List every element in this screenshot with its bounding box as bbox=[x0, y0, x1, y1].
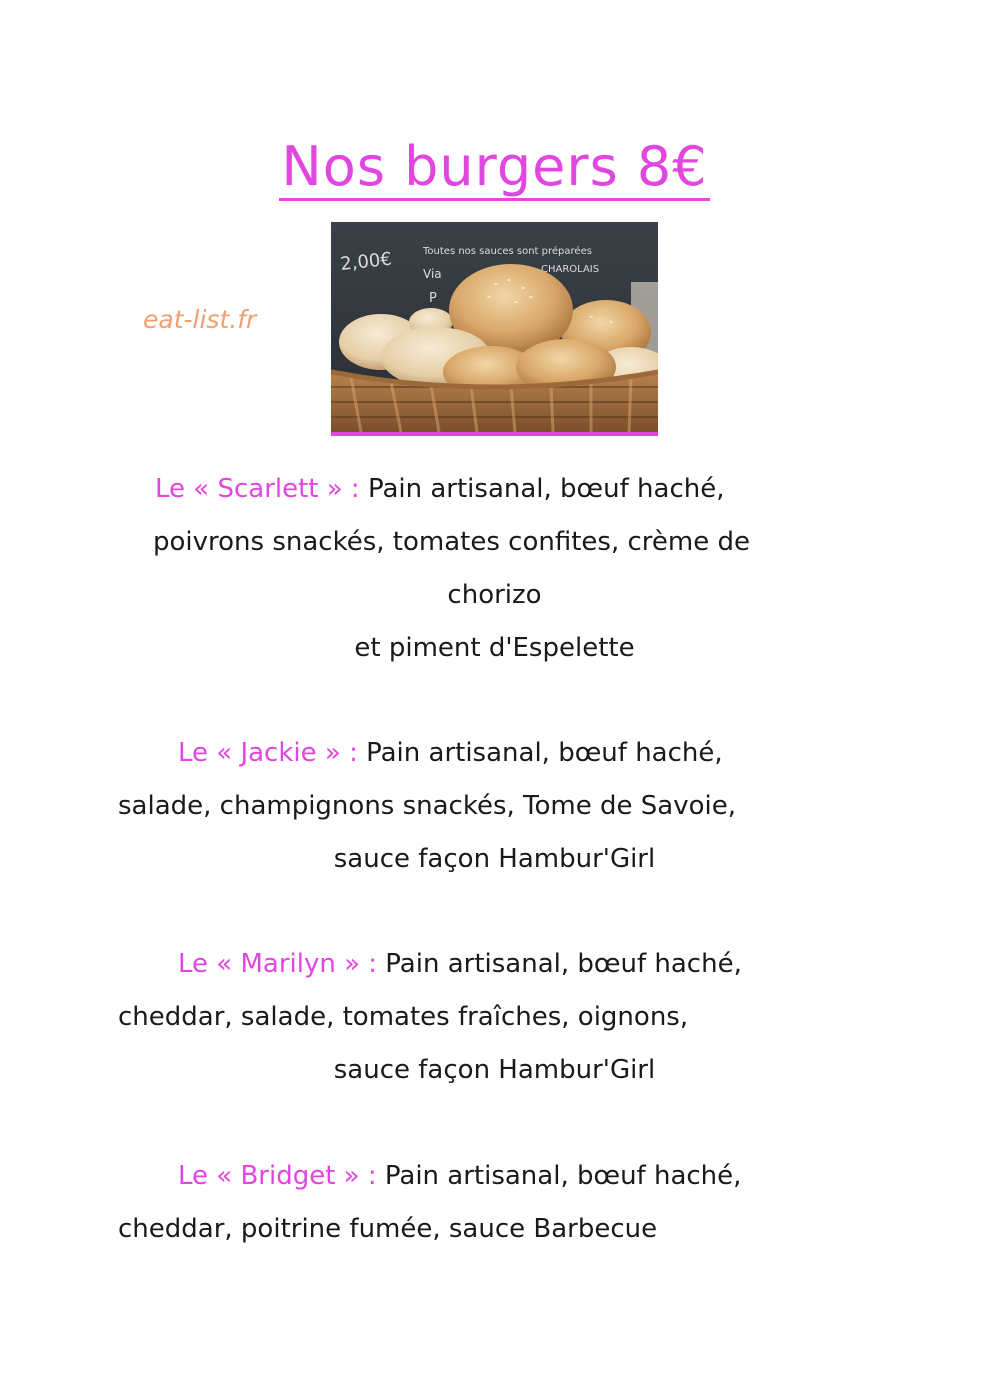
page-title bbox=[0, 135, 989, 201]
burger-item-marilyn bbox=[0, 938, 989, 1097]
chalkboard-line-4: P bbox=[429, 291, 437, 306]
burger-item-scarlett bbox=[0, 463, 989, 675]
burger-description-line: salade, champignons snackés, Tome de Savoie, bbox=[118, 791, 736, 821]
burger-name: Le « Jackie » : bbox=[178, 738, 358, 768]
burger-description-line: cheddar, salade, tomates fraîches, oignons, bbox=[118, 1002, 689, 1032]
burger-description-line: poivrons snackés, tomates confites, crème de bbox=[153, 527, 750, 557]
burger-name: Le « Scarlett » : bbox=[155, 474, 360, 504]
burger-description-line: chorizo bbox=[447, 580, 542, 610]
burger-item-line bbox=[0, 1150, 989, 1203]
chalkboard-price: 2,00€ bbox=[339, 248, 393, 275]
burger-description-line: sauce façon Hambur'Girl bbox=[333, 844, 656, 874]
burger-item-line bbox=[0, 938, 989, 991]
burger-description: Pain artisanal, bœuf haché, bbox=[376, 1161, 742, 1191]
burger-description: Pain artisanal, bœuf haché, bbox=[377, 949, 742, 979]
burger-description: Pain artisanal, bœuf haché, bbox=[357, 738, 723, 768]
bread-basket-photo bbox=[331, 222, 658, 436]
burger-name: Le « Marilyn » : bbox=[178, 949, 378, 979]
burger-name: Le « Bridget » : bbox=[178, 1161, 377, 1191]
chalkboard-line-2: Via bbox=[423, 267, 442, 281]
burger-description-line: et piment d'Espelette bbox=[354, 633, 635, 663]
burger-item-line bbox=[0, 727, 989, 780]
burger-item-bridget bbox=[0, 1150, 989, 1256]
burger-description-line: cheddar, poitrine fumée, sauce Barbecue bbox=[118, 1214, 658, 1244]
burger-item-line bbox=[0, 463, 989, 516]
watermark: eat-list.fr bbox=[143, 305, 257, 334]
burger-description-line: sauce façon Hambur'Girl bbox=[333, 1055, 656, 1085]
burger-item-jackie bbox=[0, 727, 989, 886]
burger-description: Pain artisanal, bœuf haché, bbox=[359, 474, 725, 504]
chalkboard-line-1: Toutes nos sauces sont préparées bbox=[423, 246, 592, 257]
page-title-text: Nos burgers 8€ bbox=[279, 136, 709, 201]
chalkboard-line-3: CHAROLAIS bbox=[541, 264, 600, 275]
